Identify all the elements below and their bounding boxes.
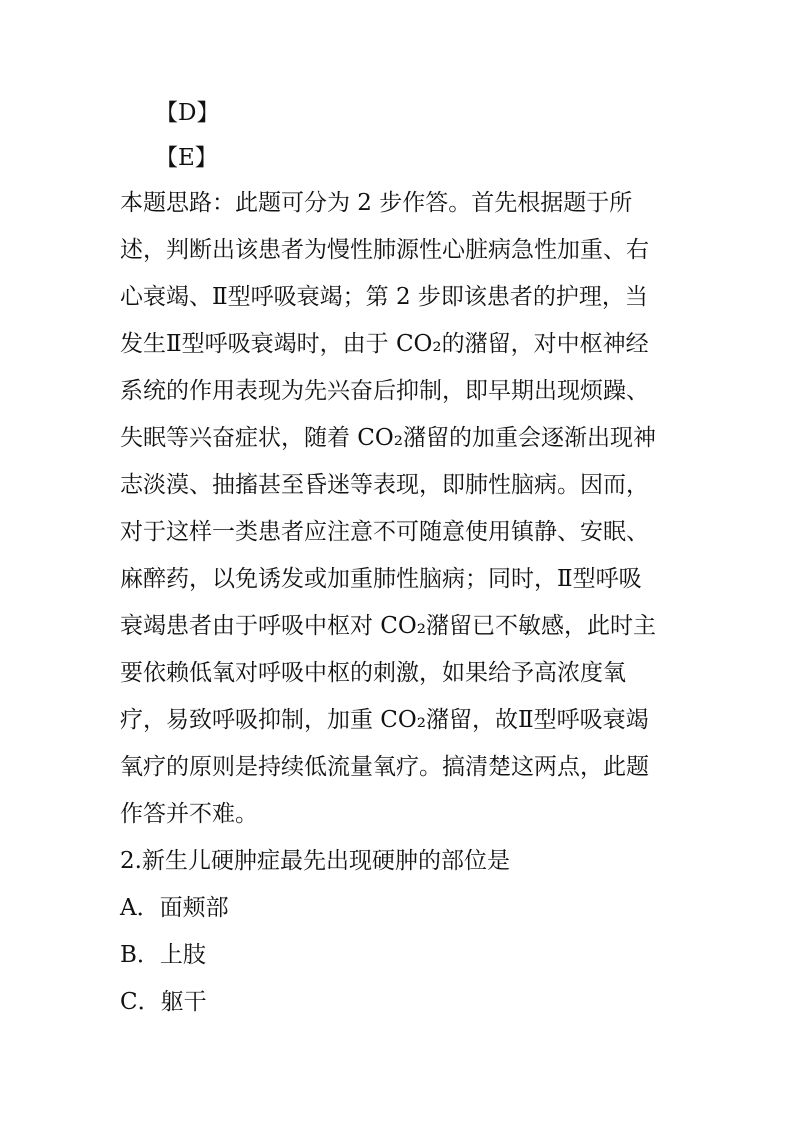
explanation-line: 心衰竭、Ⅱ型呼吸衰竭；第 2 步即该患者的护理，当 (120, 284, 648, 310)
explanation-line: 发生Ⅱ型呼吸衰竭时，由于 CO₂的潴留，对中枢神经 (120, 331, 649, 357)
question-option-a: A．面颊部 (120, 895, 229, 921)
explanation-line: 志淡漠、抽搐甚至昏迷等表现，即肺性脑病。因而， (120, 472, 649, 498)
explanation-line: 作答并不难。 (120, 801, 258, 827)
option-mark-d: 【D】 (155, 100, 220, 126)
explanation-line: 系统的作用表现为先兴奋后抑制，即早期出现烦躁、 (120, 378, 649, 404)
question-stem: 2.新生儿硬肿症最先出现硬肿的部位是 (120, 848, 510, 874)
explanation-line: 要依赖低氧对呼吸中枢的刺激，如果给予高浓度氧 (120, 660, 626, 686)
explanation-line: 衰竭患者由于呼吸中枢对 CO₂潴留已不敏感，此时主 (120, 613, 656, 639)
explanation-line: 述，判断出该患者为慢性肺源性心脏病急性加重、右 (120, 237, 649, 263)
question-option-c: C．躯干 (120, 989, 207, 1015)
explanation-line: 本题思路：此题可分为 2 步作答。首先根据题于所 (120, 190, 633, 216)
explanation-line: 氧疗的原则是持续低流量氧疗。搞清楚这两点，此题 (120, 754, 649, 780)
option-mark-e: 【E】 (155, 145, 218, 171)
explanation-line: 疗，易致呼吸抑制，加重 CO₂潴留，故Ⅱ型呼吸衰竭 (120, 707, 649, 733)
explanation-line: 失眠等兴奋症状，随着 CO₂潴留的加重会逐渐出现神 (120, 425, 656, 451)
explanation-line: 麻醉药，以免诱发或加重肺性脑病；同时，Ⅱ型呼吸 (120, 566, 642, 592)
question-option-b: B．上肢 (120, 942, 206, 968)
explanation-line: 对于这样一类患者应注意不可随意使用镇静、安眠、 (120, 519, 649, 545)
